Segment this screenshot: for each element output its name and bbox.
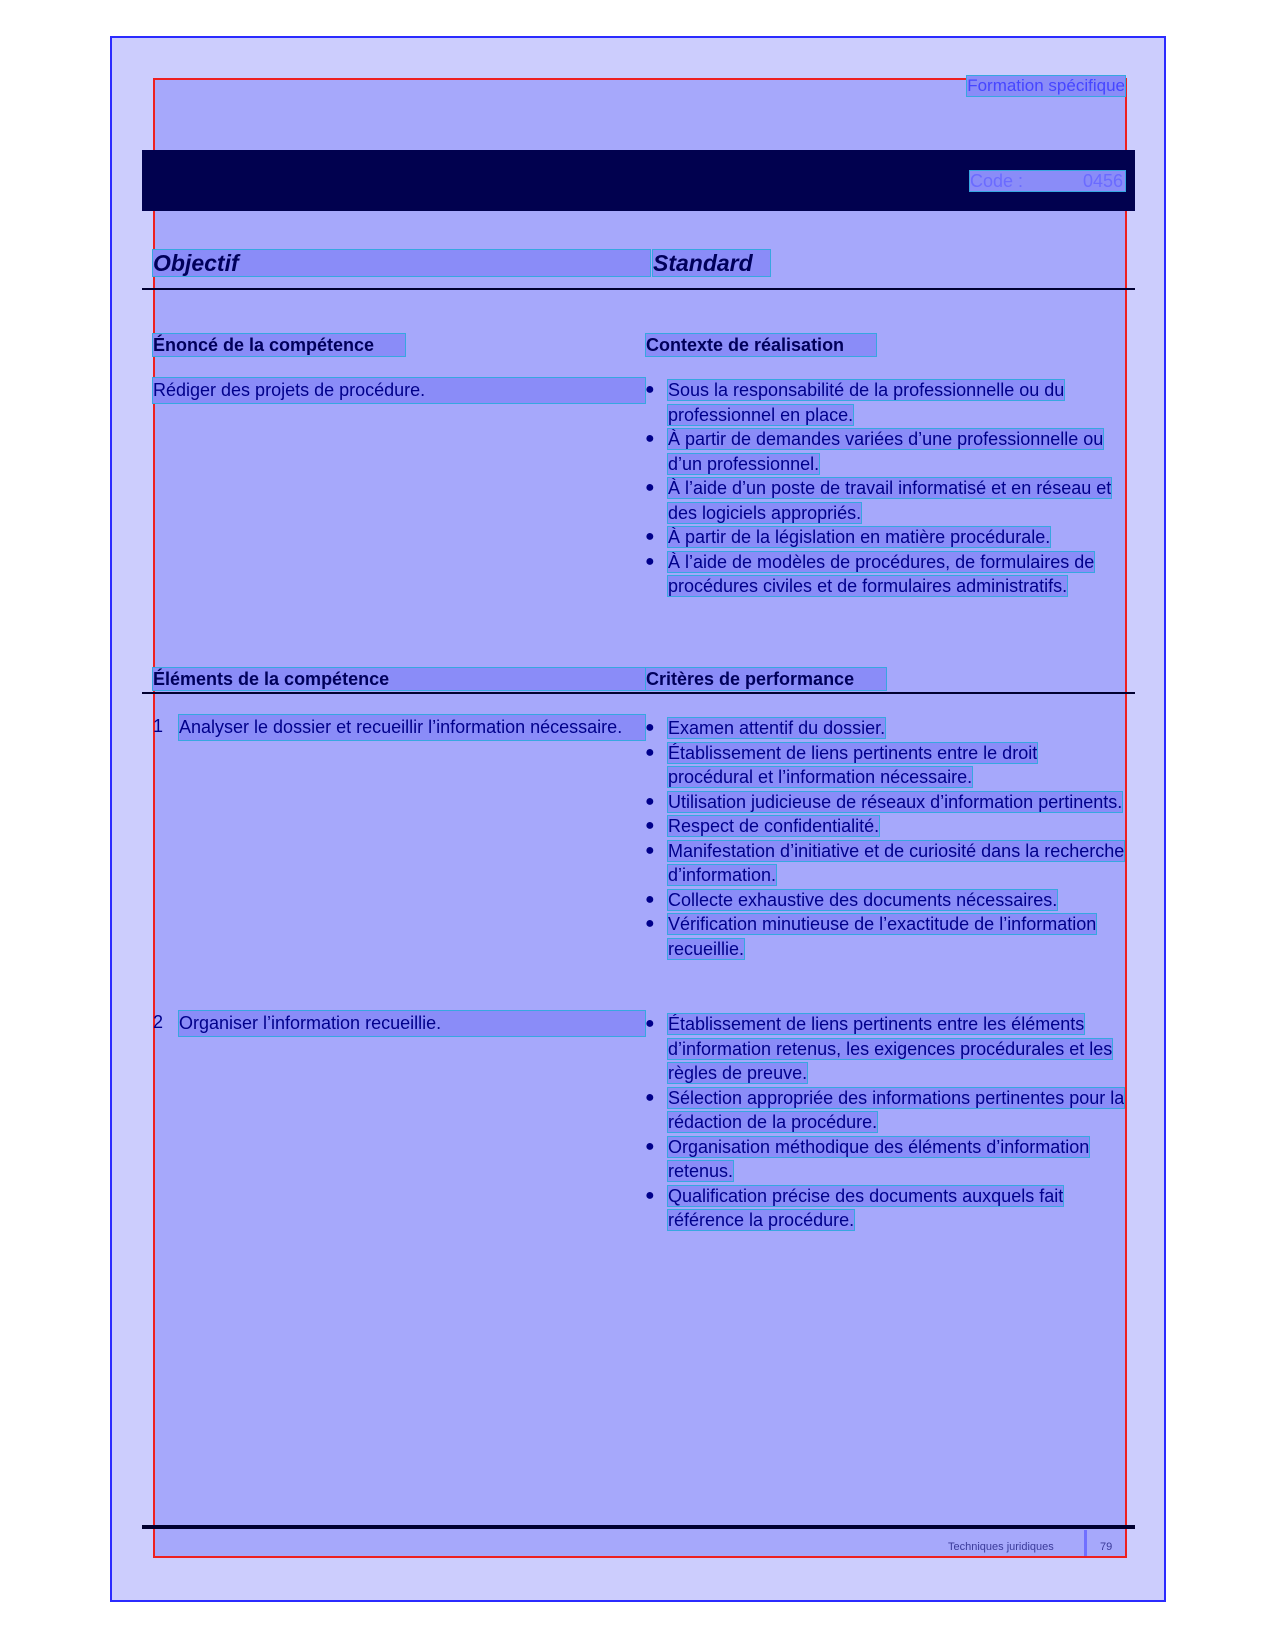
criteria-list-1 — [645, 716, 1125, 961]
list-item: ● Sous la responsabilité de la professionnelle ou du professionnel en place. — [645, 380, 1065, 425]
elements-rule — [142, 692, 1135, 694]
element-text: Organiser l’information recueillie. — [179, 1011, 645, 1036]
element-number: 1 — [153, 716, 164, 736]
list-item: ● Sélection appropriée des informations pertinentes pour la rédaction de la procédure. — [645, 1087, 1125, 1132]
bullet-dot-icon: ● — [645, 1137, 655, 1155]
footer-rule — [142, 1525, 1135, 1529]
bullet-dot-icon: ● — [645, 1015, 655, 1032]
bullet-dot-icon: ● — [645, 381, 655, 398]
criteria-list-2 — [645, 1012, 1125, 1233]
objective-title: Objectif — [153, 250, 650, 276]
list-item: ● Établissement de liens pertinents entre les éléments d’information retenus, les exigences procédurales et les règles de preuve. — [645, 1014, 1113, 1083]
criteria-heading: Critères de performance — [646, 668, 886, 690]
program-code — [970, 171, 1125, 191]
list-item: ● Examen attentif du dossier. — [645, 716, 1125, 741]
context-heading: Contexte de réalisation — [646, 334, 876, 356]
list-item: ● À partir de demandes variées d’une professionnelle ou d’un professionnel. — [645, 429, 1104, 474]
standard-title: Standard — [653, 250, 770, 276]
page-number: 79 — [1100, 1541, 1113, 1553]
bullet-dot-icon: ● — [645, 890, 655, 908]
code-value: 0456 — [1082, 171, 1123, 191]
list-item: ● À partir de la législation en matière procédurale. — [645, 525, 1125, 550]
bullet-dot-icon: ● — [645, 915, 655, 932]
bullet-dot-icon: ● — [645, 479, 655, 496]
bullet-dot-icon: ● — [645, 792, 655, 810]
bullet-dot-icon: ● — [645, 1186, 655, 1204]
list-item: ● À l’aide d’un poste de travail informatisé et en réseau et des logiciels appropriés. — [645, 478, 1112, 523]
element-text: Analyser le dossier et recueillir l’information nécessaire. — [179, 715, 645, 740]
section-label: Formation spécifique — [967, 76, 1125, 95]
list-item: ● Manifestation d’initiative et de curiosité dans la recherche d’information. — [645, 840, 1125, 885]
list-item: ● Respect de confidentialité. — [645, 814, 1125, 839]
list-item: ● Vérification minutieuse de l’exactitude de l’information recueillie. — [645, 914, 1097, 959]
list-item: ● Qualification précise des documents auxquels fait référence la procédure. — [645, 1185, 1064, 1230]
competence-heading: Énoncé de la compétence — [153, 334, 405, 356]
bullet-dot-icon: ● — [645, 1088, 655, 1106]
list-item: ● À l’aide de modèles de procédures, de formulaires de procédures civiles et de formulaires administratifs. — [645, 551, 1095, 596]
bullet-dot-icon: ● — [645, 719, 655, 736]
competence-text: Rédiger des projets de procédure. — [153, 378, 645, 403]
element-number: 2 — [153, 1012, 164, 1032]
bullet-dot-icon: ● — [645, 743, 655, 761]
bullet-dot-icon: ● — [645, 841, 655, 859]
footer-program: Techniques juridiques — [948, 1541, 1054, 1553]
title-rule — [142, 288, 1135, 290]
context-list — [645, 378, 1125, 599]
bullet-dot-icon: ● — [645, 817, 655, 834]
code-label: Code : — [970, 171, 1024, 191]
list-item: ● Organisation méthodique des éléments d’information retenus. — [645, 1136, 1090, 1181]
footer-tick — [1084, 1530, 1087, 1556]
list-item: ● Utilisation judicieuse de réseaux d’information pertinents. — [645, 790, 1125, 815]
list-item: ● Collecte exhaustive des documents nécessaires. — [645, 888, 1125, 913]
list-item: ● Établissement de liens pertinents entre le droit procédural et l’information nécessaire. — [645, 742, 1038, 787]
bullet-dot-icon: ● — [645, 552, 655, 570]
elements-heading: Éléments de la compétence — [153, 668, 645, 690]
bullet-dot-icon: ● — [645, 528, 655, 545]
bullet-dot-icon: ● — [645, 430, 655, 447]
